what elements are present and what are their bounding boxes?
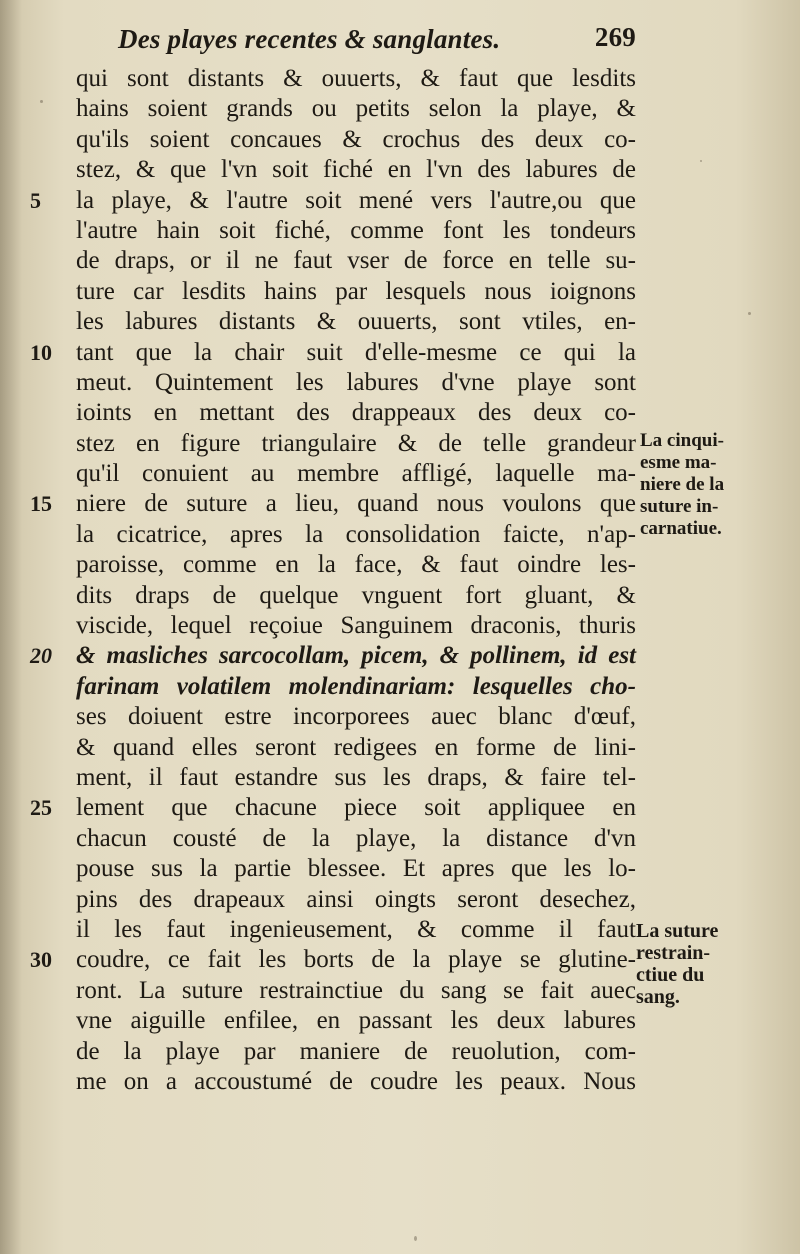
line-number: 5 [30, 187, 41, 213]
text-line [76, 702, 636, 732]
marginal-note-line: restrain- [636, 942, 711, 964]
marginal-note-restrictive-suture [636, 920, 718, 1008]
marginal-note-line: ctiue du [636, 964, 705, 986]
line-text: de draps, or il ne faut vser de force en telle su- [76, 247, 636, 275]
text-line [76, 915, 636, 945]
line-text: paroisse, comme en la face, & faut oindre les- [76, 551, 636, 579]
text-line [76, 216, 636, 246]
line-text: qu'ils soient concaues & crochus des deux co- [76, 125, 636, 153]
line-text: tant que la chair suit d'elle-mesme ce qui la [76, 338, 636, 366]
line-number: 10 [30, 339, 52, 365]
line-text: lement que chacune piece soit appliquee en [76, 794, 636, 822]
text-line [76, 733, 636, 763]
line-text: viscide, lequel reçoiue Sanguinem draconis, thuris [76, 612, 636, 640]
text-line [76, 763, 636, 793]
text-line [30, 489, 636, 519]
line-text: vne aiguille enfilee, en passant les deux labures [76, 1007, 636, 1035]
text-line [76, 854, 636, 884]
line-text: hains soient grands ou petits selon la playe, & [76, 95, 636, 123]
line-text: & masliches sarcocollam, picem, & pollinem, id est [76, 642, 636, 670]
text-line [76, 155, 636, 185]
text-line [76, 277, 636, 307]
line-text: qui sont distants & ouuerts, & faut que lesdits [76, 65, 636, 92]
line-text: qu'il conuient au membre affligé, laquelle ma- [76, 460, 636, 488]
text-line [30, 641, 636, 671]
text-line [76, 672, 636, 702]
text-line [76, 520, 636, 550]
line-text: pins des drapeaux ainsi oingts seront desechez, [76, 885, 636, 913]
marginal-note-fifth-suture [640, 430, 724, 540]
line-text: de la playe par maniere de reuolution, com- [76, 1037, 636, 1065]
line-number: 15 [30, 491, 52, 517]
paper-speck [414, 1236, 417, 1241]
text-line [76, 885, 636, 915]
body-text [30, 64, 636, 1097]
marginal-note-line: La suture [636, 920, 719, 942]
text-line [76, 94, 636, 124]
text-line [76, 125, 636, 155]
line-text: me on a accoustumé de coudre les peaux. Nous [76, 1067, 636, 1095]
text-line [30, 793, 636, 823]
line-text: les labures distants & ouuerts, sont vtiles, en- [76, 308, 636, 336]
line-text: pouse sus la partie blessee. Et apres que les lo- [76, 855, 636, 883]
text-line [30, 338, 636, 368]
marginal-note-line: niere de la [640, 474, 725, 495]
line-text: stez en figure triangulaire & de telle grandeur [76, 429, 636, 457]
line-text: la playe, & l'autre soit mené vers l'autre,ou que [76, 186, 636, 214]
text-line [76, 611, 636, 641]
page-gutter-shadow [0, 0, 22, 1254]
line-text: ment, il faut estandre sus les draps, & faire tel- [76, 763, 636, 791]
line-text: ront. La suture restrainctiue du sang se fait auec [76, 976, 636, 1004]
running-title: Des playes recentes & sanglantes. [118, 24, 501, 54]
line-text: farinam volatilem molendinariam: lesquelles cho- [76, 672, 636, 700]
line-text: & quand elles seront redigees en forme de lini- [76, 733, 636, 761]
text-line [76, 307, 636, 337]
line-text: coudre, ce fait les borts de la playe se glutine- [76, 946, 636, 974]
line-number: 20 [30, 643, 52, 669]
text-line [76, 1067, 636, 1097]
text-line [76, 64, 636, 94]
text-line [76, 368, 636, 398]
text-line [76, 824, 636, 854]
marginal-note-line: sang. [636, 986, 680, 1008]
line-text: niere de suture a lieu, quand nous voulons que [76, 490, 636, 518]
line-number: 25 [30, 795, 52, 821]
marginal-note-line: suture in- [640, 496, 719, 517]
text-line [30, 945, 636, 975]
text-line [76, 398, 636, 428]
marginal-note-line: La cinqui- [640, 430, 724, 451]
line-text: meut. Quintement les labures d'vne playe sont [76, 368, 636, 396]
marginal-note-line: carnatiue. [640, 518, 722, 539]
text-line [76, 550, 636, 580]
paper-speck [40, 100, 43, 103]
text-line [76, 581, 636, 611]
line-text: ture car lesdits hains par lesquels nous ioignons [76, 277, 636, 305]
line-text: chacun cousté de la playe, la distance d'vn [76, 824, 636, 852]
line-text: dits draps de quelque vnguent fort gluant, & [76, 581, 636, 609]
line-text: il les faut ingenieusement, & comme il faut [76, 915, 636, 943]
page-number: 269 [594, 22, 636, 52]
text-line [30, 186, 636, 216]
text-line [76, 1037, 636, 1067]
paper-speck [700, 160, 702, 162]
line-text: ses doiuent estre incorporees auec blanc d'œuf, [76, 703, 636, 731]
marginal-note-line: esme ma- [640, 452, 717, 473]
running-head [118, 22, 638, 58]
line-text: ioints en mettant des drappeaux des deux co- [76, 399, 636, 427]
text-line [76, 459, 636, 489]
text-line [76, 1006, 636, 1036]
line-text: la cicatrice, apres la consolidation faicte, n'ap- [76, 520, 636, 548]
paper-speck [748, 312, 751, 315]
line-text: l'autre hain soit fiché, comme font les tondeurs [76, 216, 636, 244]
line-number: 30 [30, 947, 52, 973]
text-line [76, 976, 636, 1006]
line-text: stez, & que l'vn soit fiché en l'vn des labures de [76, 156, 636, 184]
text-line [76, 246, 636, 276]
text-line [76, 429, 636, 459]
